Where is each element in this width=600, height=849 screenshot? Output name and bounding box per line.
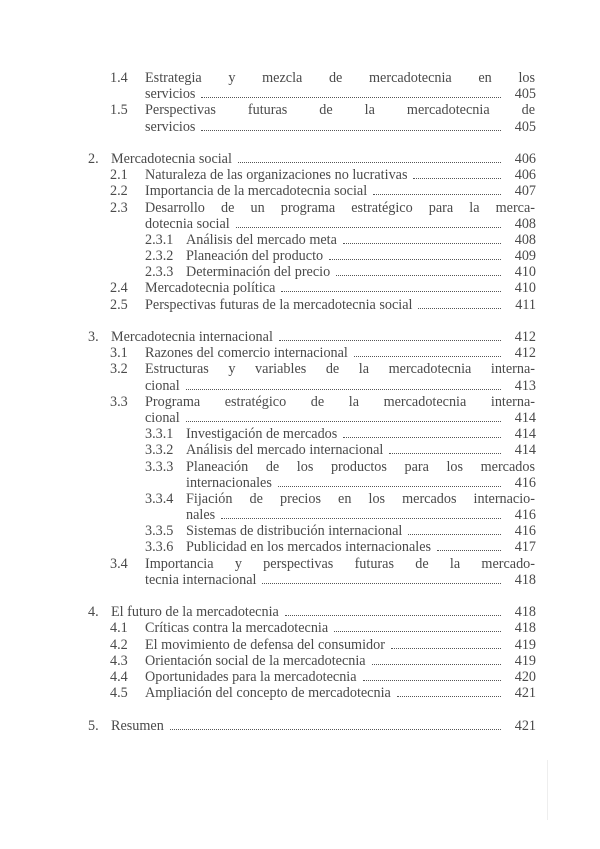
- entry-title: [145, 361, 535, 377]
- dot-leader: [281, 280, 501, 292]
- entry-number: 2.3.2: [145, 248, 174, 265]
- entry-title: [145, 183, 505, 199]
- entry-title: [145, 620, 505, 636]
- dot-leader: [238, 151, 501, 163]
- entry-title: [186, 539, 505, 555]
- entry-number: 4.4: [110, 668, 128, 685]
- entry-title-text: Orientación social de la mercadotecnia: [145, 652, 366, 669]
- toc-line: [0, 475, 600, 491]
- toc-line: [0, 345, 600, 361]
- entry-title-text: Análisis del mercado internacional: [186, 442, 384, 459]
- toc-line: [0, 394, 600, 410]
- toc-entry: [0, 248, 600, 264]
- entry-title: [145, 669, 505, 685]
- toc-entry: [0, 669, 600, 685]
- entry-number: 1.5: [110, 102, 128, 119]
- entry-title: [145, 297, 505, 313]
- entry-number: 3.3.3: [145, 458, 174, 475]
- toc-entry: [0, 200, 600, 232]
- dot-leader: [186, 410, 501, 422]
- toc-entry: [0, 280, 600, 296]
- page-number: 418: [514, 620, 536, 637]
- entry-number: 2.5: [110, 296, 128, 313]
- toc-line: [0, 264, 600, 280]
- page-number: 418: [514, 604, 536, 621]
- entry-title-text: Fijación de precios en los mercados internacio-: [186, 490, 535, 507]
- dot-leader: [389, 442, 501, 454]
- entry-title-text: servicios: [145, 118, 196, 135]
- toc-entry: [0, 151, 600, 167]
- entry-title-text: Mercadotecnia política: [145, 280, 276, 297]
- dot-leader: [397, 685, 501, 697]
- page-number: 420: [514, 668, 536, 685]
- entry-title: [145, 653, 505, 669]
- page-number: 414: [514, 426, 536, 443]
- page-number: 416: [514, 523, 536, 540]
- dot-leader: [221, 507, 501, 519]
- entry-number: 3.3.6: [145, 539, 174, 556]
- toc-line: [0, 523, 600, 539]
- dot-leader: [236, 216, 501, 228]
- page-number: 412: [514, 345, 536, 362]
- entry-title: [145, 556, 535, 572]
- toc-entry: [0, 523, 600, 539]
- entry-number: 4.3: [110, 652, 128, 669]
- toc-line: [0, 459, 600, 475]
- dot-leader: [278, 475, 501, 487]
- entry-number: 4.5: [110, 685, 128, 702]
- dot-leader: [354, 345, 501, 357]
- toc-line: [0, 572, 600, 588]
- toc-entry: [0, 653, 600, 669]
- entry-title: [111, 151, 505, 167]
- entry-title: [145, 637, 505, 653]
- dot-leader: [343, 426, 501, 438]
- toc-entry: [0, 361, 600, 393]
- entry-number: 3.3: [110, 393, 128, 410]
- entry-title-text: Perspectivas futuras de la mercadotecnia social: [145, 296, 413, 313]
- entry-title-text: Ampliación del concepto de mercadotecnia: [145, 685, 391, 702]
- entry-title: [145, 119, 505, 135]
- toc-entry: [0, 718, 600, 734]
- dot-leader: [201, 119, 501, 131]
- table-of-contents: [0, 70, 600, 734]
- page-number: 416: [514, 507, 536, 524]
- entry-title-text: Análisis del mercado meta: [186, 231, 337, 248]
- page-edge-shadow: [547, 760, 548, 820]
- toc-entry: [0, 70, 600, 102]
- entry-title: [111, 718, 505, 734]
- dot-leader: [201, 86, 501, 98]
- entry-title: [145, 200, 535, 216]
- dot-leader: [363, 669, 501, 681]
- dot-leader: [329, 248, 501, 260]
- entry-title: [145, 280, 505, 296]
- blank-line: [0, 313, 600, 329]
- page-number: 410: [514, 280, 536, 297]
- entry-number: 4.1: [110, 620, 128, 637]
- toc-line: [0, 329, 600, 345]
- entry-number: 2.4: [110, 280, 128, 297]
- page-number: 406: [514, 150, 536, 167]
- toc-line: [0, 216, 600, 232]
- entry-title-text: El futuro de la mercadotecnia: [111, 604, 279, 621]
- page-number: 421: [514, 717, 536, 734]
- page-number: 419: [514, 636, 536, 653]
- entry-title-text: Importancia de la mercadotecnia social: [145, 183, 368, 200]
- toc-line: [0, 167, 600, 183]
- entry-title: [145, 216, 505, 232]
- entry-title-text: Resumen: [111, 717, 164, 734]
- toc-line: [0, 669, 600, 685]
- entry-title: [186, 523, 505, 539]
- toc-line: [0, 297, 600, 313]
- toc-line: [0, 151, 600, 167]
- blank-line: [0, 135, 600, 151]
- page-number: 405: [514, 86, 536, 103]
- entry-title: [111, 329, 505, 345]
- toc-entry: [0, 297, 600, 313]
- toc-line: [0, 86, 600, 102]
- toc-entry: [0, 232, 600, 248]
- toc-entry: [0, 442, 600, 458]
- toc-line: [0, 70, 600, 86]
- entry-number: 3.3.2: [145, 442, 174, 459]
- entry-title-text: servicios: [145, 86, 196, 103]
- entry-title-text: cional: [145, 377, 180, 394]
- toc-entry: [0, 491, 600, 523]
- entry-title-text: Programa estratégico de la mercadotecnia interna-: [145, 393, 535, 410]
- entry-number: 2.: [88, 150, 99, 167]
- toc-line: [0, 200, 600, 216]
- toc-line: [0, 491, 600, 507]
- entry-title-text: Determinación del precio: [186, 264, 331, 281]
- toc-line: [0, 718, 600, 734]
- entry-title: [145, 394, 535, 410]
- entry-title-text: Naturaleza de las organizaciones no lucrativas: [145, 167, 408, 184]
- entry-title-text: nales: [186, 507, 216, 524]
- entry-title-text: Investigación de mercados: [186, 426, 338, 443]
- entry-title: [145, 167, 505, 183]
- entry-number: 2.1: [110, 167, 128, 184]
- entry-title: [145, 572, 505, 588]
- toc-line: [0, 426, 600, 442]
- page-number: 410: [514, 264, 536, 281]
- entry-title-text: Estructuras y variables de la mercadotecnia interna-: [145, 361, 535, 378]
- entry-number: 5.: [88, 717, 99, 734]
- entry-title-text: Planeación de los productos para los mercados: [186, 458, 535, 475]
- entry-number: 2.2: [110, 183, 128, 200]
- entry-title-text: Razones del comercio internacional: [145, 345, 348, 362]
- toc-line: [0, 232, 600, 248]
- entry-number: 4.2: [110, 636, 128, 653]
- entry-number: 3.1: [110, 345, 128, 362]
- toc-entry: [0, 459, 600, 491]
- entry-number: 4.: [88, 604, 99, 621]
- dot-leader: [334, 620, 501, 632]
- toc-entry: [0, 394, 600, 426]
- entry-title-text: Críticas contra la mercadotecnia: [145, 620, 329, 637]
- toc-entry: [0, 264, 600, 280]
- toc-line: [0, 442, 600, 458]
- entry-number: 2.3: [110, 199, 128, 216]
- entry-title-text: Oportunidades para la mercadotecnia: [145, 668, 357, 685]
- entry-title-text: Perspectivas futuras de la mercadotecnia de: [145, 102, 535, 119]
- toc-line: [0, 119, 600, 135]
- toc-entry: [0, 102, 600, 134]
- entry-title: [186, 232, 505, 248]
- toc-entry: [0, 539, 600, 555]
- blank-line: [0, 588, 600, 604]
- toc-entry: [0, 167, 600, 183]
- toc-line: [0, 620, 600, 636]
- toc-line: [0, 637, 600, 653]
- entry-title: [186, 491, 535, 507]
- page-number: 409: [514, 248, 536, 265]
- entry-title: [145, 102, 535, 118]
- dot-leader: [279, 329, 501, 341]
- entry-number: 3.4: [110, 555, 128, 572]
- entry-title-text: Estrategia y mezcla de mercadotecnia en los: [145, 70, 535, 86]
- toc-line: [0, 556, 600, 572]
- page-number: 412: [514, 329, 536, 345]
- entry-title: [186, 264, 505, 280]
- blank-line: [0, 701, 600, 717]
- entry-number: 3.: [88, 329, 99, 345]
- toc-line: [0, 604, 600, 620]
- entry-title-text: Planeación del producto: [186, 248, 324, 265]
- entry-title-text: Importancia y perspectivas futuras de la mercado-: [145, 555, 535, 572]
- entry-title-text: Sistemas de distribución internacional: [186, 523, 403, 540]
- entry-title: [145, 410, 505, 426]
- toc-entry: [0, 685, 600, 701]
- toc-line: [0, 361, 600, 377]
- toc-entry: [0, 556, 600, 588]
- dot-leader: [408, 523, 501, 535]
- page-number: 408: [514, 231, 536, 248]
- entry-title: [145, 378, 505, 394]
- dot-leader: [391, 637, 501, 649]
- page-number: 407: [514, 183, 536, 200]
- toc-line: [0, 102, 600, 118]
- dot-leader: [413, 167, 501, 179]
- dot-leader: [372, 653, 501, 665]
- dot-leader: [373, 183, 501, 195]
- toc-line: [0, 539, 600, 555]
- toc-entry: [0, 329, 600, 345]
- page-number: 417: [514, 539, 536, 556]
- entry-number: 3.3.4: [145, 490, 174, 507]
- page-number: 418: [514, 571, 536, 588]
- page-number: 416: [514, 474, 536, 491]
- dot-leader: [170, 718, 501, 730]
- dot-leader: [186, 378, 501, 390]
- toc-line: [0, 685, 600, 701]
- entry-title: [186, 459, 535, 475]
- dot-leader: [343, 232, 501, 244]
- entry-title: [145, 86, 505, 102]
- entry-number: 3.3.1: [145, 426, 174, 443]
- dot-leader: [285, 604, 501, 616]
- entry-title-text: Desarrollo de un programa estratégico para la merca-: [145, 199, 535, 216]
- page-number: 405: [514, 118, 536, 135]
- toc-line: [0, 183, 600, 199]
- entry-number: 2.3.3: [145, 264, 174, 281]
- entry-number: 3.3.5: [145, 523, 174, 540]
- entry-title: [186, 475, 505, 491]
- entry-number: 1.4: [110, 70, 128, 86]
- entry-title: [145, 70, 535, 86]
- toc-entry: [0, 620, 600, 636]
- page-number: 411: [515, 296, 536, 313]
- entry-title: [186, 442, 505, 458]
- page-number: 414: [514, 409, 536, 426]
- toc-line: [0, 507, 600, 523]
- entry-title: [111, 604, 505, 620]
- entry-title-text: El movimiento de defensa del consumidor: [145, 636, 385, 653]
- page-number: 421: [514, 685, 536, 702]
- entry-title: [145, 685, 505, 701]
- dot-leader: [437, 539, 501, 551]
- toc-entry: [0, 183, 600, 199]
- entry-title-text: Mercadotecnia social: [111, 150, 232, 167]
- toc-entry: [0, 637, 600, 653]
- dot-leader: [262, 572, 501, 584]
- entry-title-text: tecnia internacional: [145, 571, 257, 588]
- entry-title: [186, 426, 505, 442]
- toc-line: [0, 248, 600, 264]
- toc-line: [0, 280, 600, 296]
- page-number: 413: [514, 377, 536, 394]
- entry-title-text: Mercadotecnia internacional: [111, 329, 273, 345]
- entry-title: [186, 507, 505, 523]
- entry-title: [145, 345, 505, 361]
- toc-line: [0, 653, 600, 669]
- page-number: 419: [514, 652, 536, 669]
- page-number: 408: [514, 215, 536, 232]
- entry-title-text: cional: [145, 409, 180, 426]
- page-number: 414: [514, 442, 536, 459]
- dot-leader: [418, 297, 501, 309]
- toc-line: [0, 378, 600, 394]
- entry-title-text: dotecnia social: [145, 215, 230, 232]
- entry-number: 2.3.1: [145, 231, 174, 248]
- toc-entry: [0, 604, 600, 620]
- entry-title-text: internacionales: [186, 474, 272, 491]
- dot-leader: [336, 264, 501, 276]
- toc-entry: [0, 426, 600, 442]
- toc-line: [0, 410, 600, 426]
- toc-entry: [0, 345, 600, 361]
- page-number: 406: [514, 167, 536, 184]
- entry-title: [186, 248, 505, 264]
- entry-number: 3.2: [110, 361, 128, 378]
- entry-title-text: Publicidad en los mercados internacionales: [186, 539, 432, 556]
